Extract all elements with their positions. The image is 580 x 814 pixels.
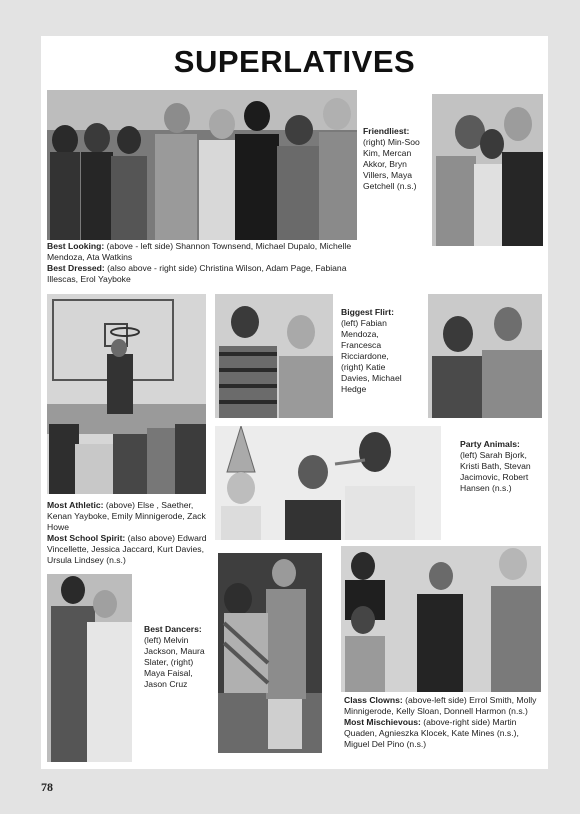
photo-best-looking-dressed — [47, 90, 357, 240]
caption-party-animals — [460, 439, 540, 494]
text-best-dancers: (left) Melvin Jackson, Maura Slater, (right) Maya Faisal, Jason Cruz — [144, 635, 205, 689]
photo-party-animals — [215, 426, 441, 540]
caption-biggest-flirt — [341, 307, 413, 395]
photo-friendliest — [432, 94, 543, 246]
photo-class-clowns-mischievous — [341, 546, 541, 692]
text-most-athletic: (above) Else , Saether, Kenan Yayboke, Emily Minnigerode, Zack Howe — [47, 500, 206, 532]
caption-clowns-mischievous — [344, 695, 544, 750]
heading-most-mischievous: Most Mischievous: — [344, 717, 421, 727]
caption-athletic-spirit — [47, 500, 212, 566]
text-friendliest: (right) Min-Soo Kim, Mercan Akkor, Bryn Villers, Maya Getchell (n.s.) — [363, 137, 420, 191]
caption-friendliest — [363, 126, 421, 192]
heading-best-dancers: Best Dancers: — [144, 624, 202, 634]
caption-best-looking-dressed — [47, 241, 357, 285]
heading-party-animals: Party Animals: — [460, 439, 520, 449]
heading-friendliest: Friendliest: — [363, 126, 410, 136]
text-best-dressed: (also above - right side) Christina Wilson, Adam Page, Fabiana Illescas, Erol Yayboke — [47, 263, 347, 284]
photo-best-dancers-left — [47, 574, 132, 762]
text-most-school-spirit: (also above) Edward Vincellette, Jessica Jaccard, Kurt Davies, Ursula Lindsey (n.s.) — [47, 533, 207, 565]
text-biggest-flirt: (left) Fabian Mendoza, Francesca Ricciardone, (right) Katie Davies, Michael Hedge — [341, 318, 402, 394]
page-number: 78 — [41, 780, 53, 794]
photo-biggest-flirt-left — [215, 294, 333, 418]
heading-most-athletic: Most Athletic: — [47, 500, 104, 510]
photo-most-athletic — [47, 294, 206, 494]
text-best-looking: (above - left side) Shannon Townsend, Michael Dupalo, Michelle Mendoza, Ata Watkins — [47, 241, 352, 262]
heading-best-dressed: Best Dressed: — [47, 263, 105, 273]
text-party-animals: (left) Sarah Bjork, Kristi Bath, Stevan Jacimovic, Robert Hansen (n.s.) — [460, 450, 531, 493]
heading-most-school-spirit: Most School Spirit: — [47, 533, 126, 543]
heading-class-clowns: Class Clowns: — [344, 695, 403, 705]
photo-biggest-flirt-right — [428, 294, 542, 418]
caption-best-dancers — [144, 624, 214, 690]
yearbook-page — [41, 36, 548, 769]
page-title: SUPERLATIVES — [173, 44, 416, 79]
heading-best-looking: Best Looking: — [47, 241, 105, 251]
photo-best-dancers-right — [218, 553, 322, 753]
heading-biggest-flirt: Biggest Flirt: — [341, 307, 394, 317]
text-class-clowns: (above-left side) Errol Smith, Molly Minnigerode, Kelly Sloan, Donnell Harmon (n.s.) — [344, 695, 537, 716]
text-most-mischievous: (above-right side) Martin Quaden, Agnieszka Klocek, Kate Mines (n.s.), Miguel Del Pino (n.s.) — [344, 717, 519, 749]
